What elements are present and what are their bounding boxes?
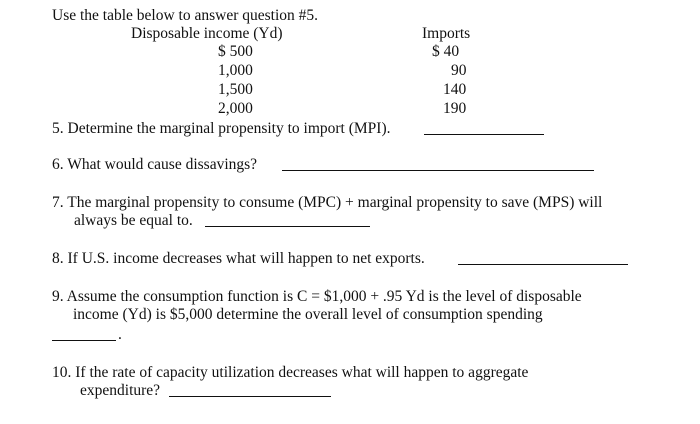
answer-period: .: [118, 326, 122, 343]
question-number: 6.: [52, 156, 64, 173]
table-cell-income: 2,000: [218, 100, 253, 117]
question-text: Determine the marginal propensity to import (MPI).: [67, 120, 391, 137]
question-number: 7.: [52, 194, 64, 211]
question-7-line2: always be equal to.: [74, 212, 193, 229]
question-text-line1: If the rate of capacity utilization decreases what will happen to aggregate: [75, 364, 529, 381]
answer-blank-6[interactable]: [282, 156, 594, 171]
question-10-line2: expenditure?: [80, 382, 161, 399]
table-header-imports: Imports: [422, 25, 471, 42]
table-cell-imports: 190: [443, 100, 467, 117]
table-cell-imports: 90: [451, 62, 467, 79]
question-5: [52, 120, 391, 138]
question-6: [52, 156, 257, 174]
answer-blank-10[interactable]: [169, 382, 331, 397]
answer-blank-8[interactable]: [458, 250, 628, 265]
question-text-line1: The marginal propensity to consume (MPC) + marginal propensity to save (MPS) will: [67, 194, 603, 211]
answer-blank-7[interactable]: [205, 212, 370, 227]
question-text-line1: Assume the consumption function is C = $1,000 + .95 Yd is the level of disposable: [66, 288, 582, 305]
table-cell-imports: 140: [443, 81, 467, 98]
question-9-line2: income (Yd) is $5,000 determine the overall level of consumption spending: [73, 306, 543, 323]
answer-blank-5[interactable]: [424, 120, 544, 135]
intro-text: Use the table below to answer question #5.: [52, 7, 319, 24]
question-number: 9.: [52, 288, 64, 305]
table-header-income: Disposable income (Yd): [131, 25, 283, 42]
question-text: If U.S. income decreases what will happen to net exports.: [67, 250, 425, 267]
question-9: [52, 288, 582, 306]
question-7: [52, 194, 602, 212]
question-number: 10.: [52, 364, 72, 381]
table-cell-income: 1,000: [218, 62, 253, 79]
question-10: [52, 364, 528, 382]
table-cell-income: 1,500: [218, 81, 253, 98]
question-number: 8.: [52, 250, 64, 267]
table-cell-income: $ 500: [218, 43, 253, 60]
question-8: [52, 250, 425, 268]
answer-blank-9[interactable]: [52, 326, 116, 341]
table-cell-imports: $ 40: [432, 43, 460, 60]
question-number: 5.: [52, 120, 64, 137]
question-text: What would cause dissavings?: [67, 156, 258, 173]
